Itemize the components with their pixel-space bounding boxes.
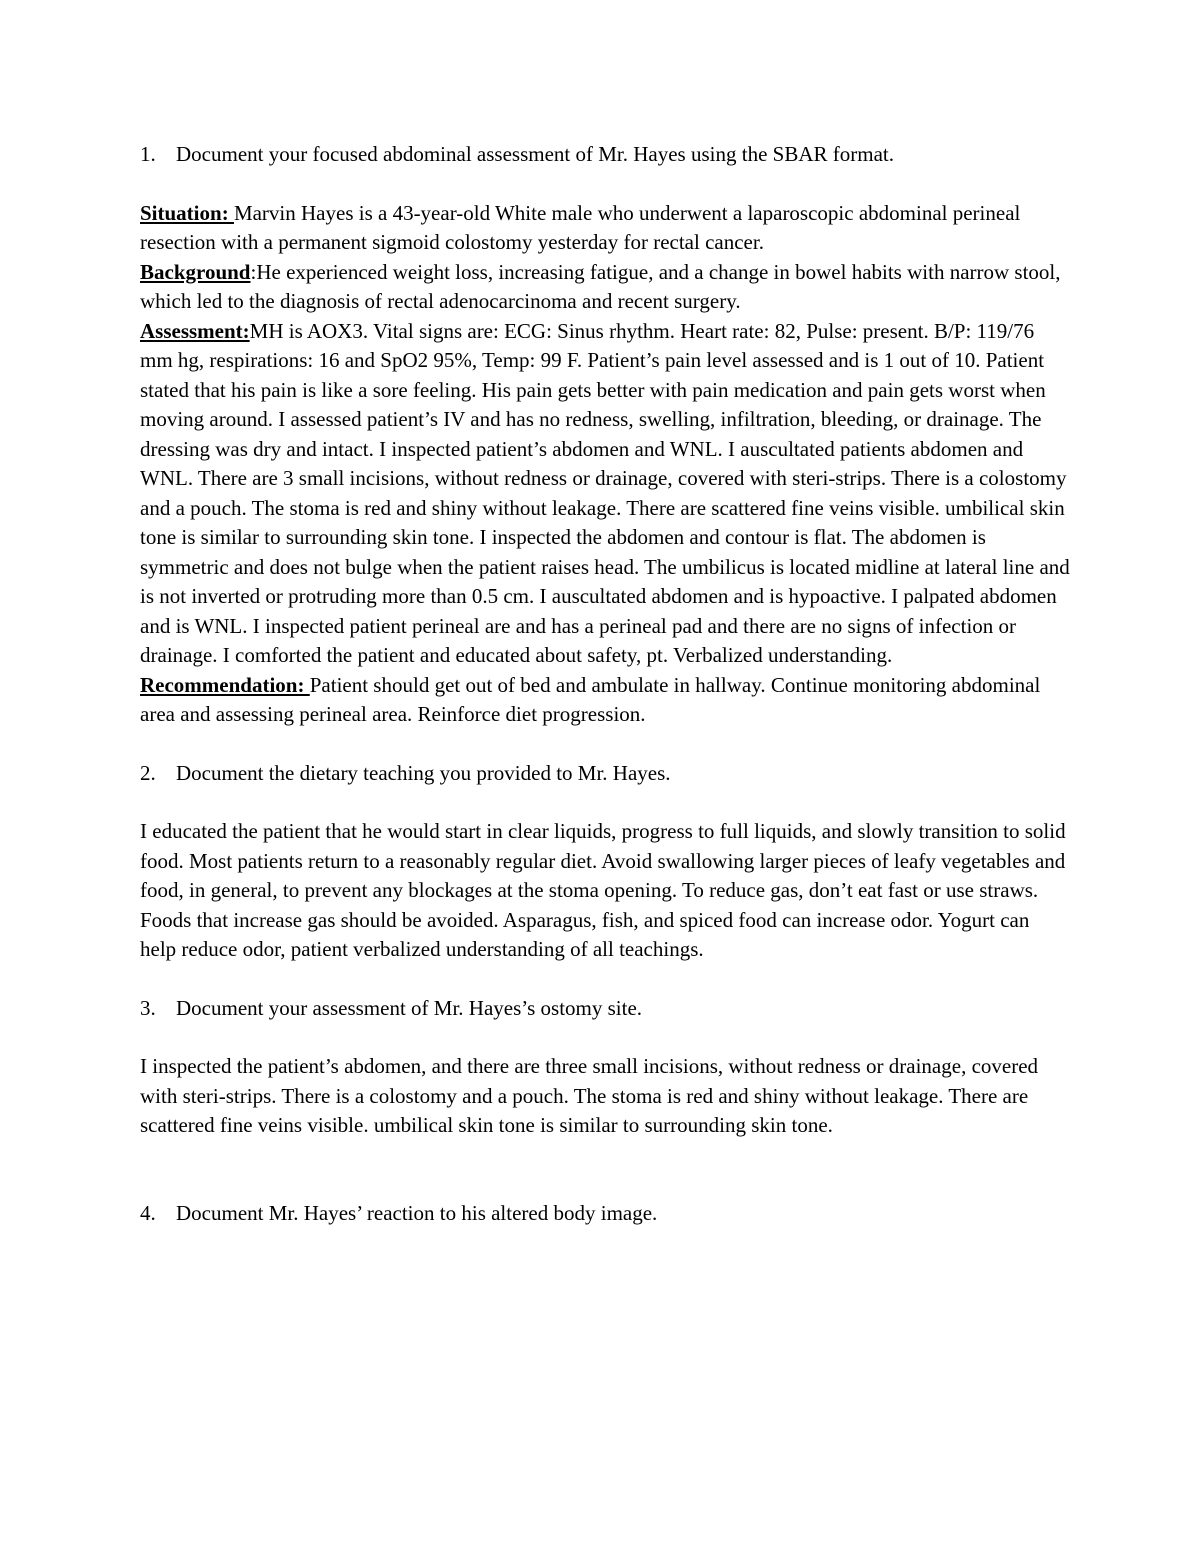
question-text: Document your assessment of Mr. Hayes’s ostomy site. <box>176 995 643 1020</box>
question-number: 2. <box>140 760 156 785</box>
answer-paragraph: I educated the patient that he would start in clear liquids, progress to full liquids, and slowly transition to solid food. Most patients return to a reasonably regular diet. Avoid swallowing larger pieces of leafy vegetables and food, in general, to prevent any blockages at the stoma opening. To reduce gas, don’t eat fast or use straws. Foods that increase gas should be avoided. Asparagus, fish, and spiced food can increase odor. Yogurt can help reduce odor, patient verbalized understanding of all teachings. <box>140 819 1066 961</box>
question-text: Document your focused abdominal assessment of Mr. Hayes using the SBAR format. <box>176 142 894 166</box>
sbar-label: Recommendation: <box>140 672 310 697</box>
sbar-text: Patient should get out of bed and ambulate in hallway. Continue monitoring abdominal area and assessing perineal area. Reinforce diet progression. <box>140 672 1041 726</box>
sbar-label: Situation: <box>140 200 234 225</box>
question-2 <box>140 759 1070 789</box>
sbar-text: :He experienced weight loss, increasing fatigue, and a change in bowel habits with narrow stool, which led to the diagnosis of rectal adenocarcinoma and recent surgery. <box>140 259 1061 313</box>
question-text: Document the dietary teaching you provided to Mr. Hayes. <box>176 760 671 785</box>
sbar-recommendation <box>140 671 1070 730</box>
sbar-situation <box>140 199 1070 258</box>
question-number: 4. <box>140 1200 156 1225</box>
sbar-label: Assessment: <box>140 318 250 343</box>
sbar-assessment <box>140 317 1070 671</box>
document-page <box>140 140 1070 1228</box>
question-text: Document Mr. Hayes’ reaction to his altered body image. <box>176 1200 658 1225</box>
sbar-text: Marvin Hayes is a 43-year-old White male who underwent a laparoscopic abdominal perineal resection with a permanent sigmoid colostomy yesterday for rectal cancer. <box>140 200 1021 254</box>
question-1 <box>140 140 1070 170</box>
sbar-background <box>140 258 1070 317</box>
question-4 <box>140 1199 1070 1229</box>
answer-paragraph: I inspected the patient’s abdomen, and there are three small incisions, without redness or drainage, covered with steri-strips. There is a colostomy and a pouch. The stoma is red and shiny without leakage. There are scattered fine veins visible. umbilical skin tone is similar to surrounding skin tone. <box>140 1054 1039 1137</box>
question-3 <box>140 994 1070 1024</box>
sbar-label: Background <box>140 259 251 284</box>
question-number: 3. <box>140 995 156 1020</box>
sbar-text: MH is AOX3. Vital signs are: ECG: Sinus rhythm. Heart rate: 82, Pulse: present. B/P: 119/76 mm hg, respirations: 16 and SpO2 95%, Temp: 99 F. Patient’s pain level assessed and is 1 out of 10. Patient stated that his pain is like a sore feeling. His pain gets better with pain medication and pain gets worst when moving around. I assessed patient’s IV and has no redness, swelling, infiltration, bleeding, or drainage. The dressing was dry and intact. I inspected patient’s abdomen and WNL. I auscultated patients abdomen and WNL. There are 3 small incisions, without redness or drainage, covered with steri-strips. There is a colostomy and a pouch. The stoma is red and shiny without leakage. There are scattered fine veins visible. umbilical skin tone is similar to surrounding skin tone. I inspected the abdomen and contour is flat. The abdomen is symmetric and does not bulge when the patient raises head. The umbilicus is located midline at lateral line and is not inverted or protruding more than 0.5 cm. I auscultated abdomen and is hypoactive. I palpated abdomen and is WNL. I inspected patient perineal are and has a perineal pad and there are no signs of infection or drainage. I comforted the patient and educated about safety, pt. Verbalized understanding. <box>140 318 1070 667</box>
question-number: 1. <box>140 142 156 166</box>
